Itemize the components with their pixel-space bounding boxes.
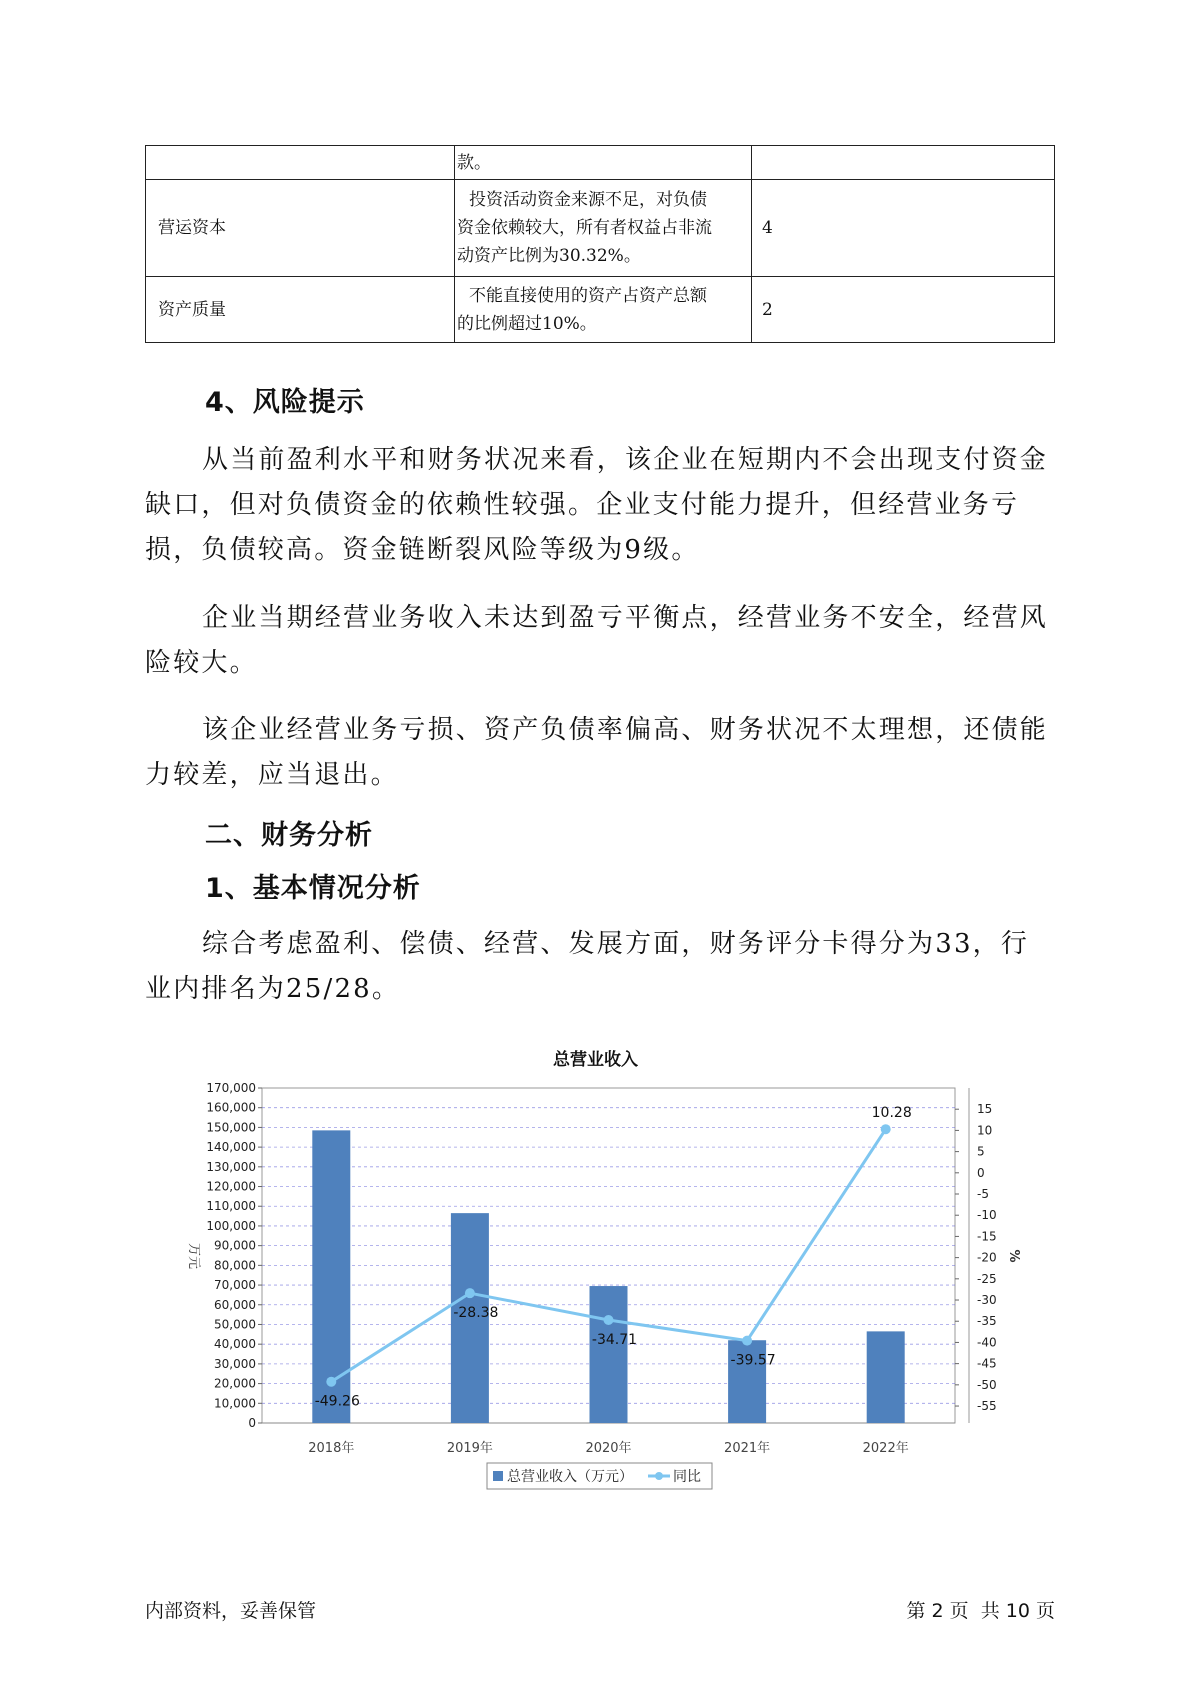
y-tick-label: 160,000 <box>206 1100 256 1115</box>
y-tick-label: 80,000 <box>214 1258 256 1273</box>
section-heading-finance: 二、财务分析 <box>205 820 373 851</box>
data-label-yoy: -39.57 <box>730 1352 776 1369</box>
y-tick-label: 90,000 <box>214 1238 256 1253</box>
y-tick-label: 0 <box>248 1416 256 1430</box>
y2-tick-label: 0 <box>977 1165 985 1180</box>
y2-tick-label: -45 <box>977 1356 997 1371</box>
y2-tick-label: -50 <box>977 1377 997 1392</box>
y-tick-label: 100,000 <box>206 1218 256 1233</box>
y-tick-label: 70,000 <box>214 1278 256 1293</box>
y-tick-label: 50,000 <box>214 1317 256 1332</box>
desc-line: 不能直接使用的资产占资产总额 <box>469 285 707 306</box>
x-tick-label: 2019年 <box>446 1441 493 1456</box>
point-yoy <box>326 1377 336 1387</box>
legend-label-yoy: 同比 <box>673 1469 701 1485</box>
y-tick-label: 40,000 <box>214 1337 256 1352</box>
y-tick-label: 140,000 <box>206 1140 256 1155</box>
y-tick-label: 130,000 <box>206 1159 256 1174</box>
desc-line: 款。 <box>457 152 491 173</box>
chart-title: 总营业收入 <box>553 1050 638 1070</box>
point-yoy <box>465 1288 475 1298</box>
bar-revenue <box>590 1286 628 1423</box>
legend-swatch-revenue <box>493 1471 503 1481</box>
x-tick-label: 2021年 <box>724 1441 771 1456</box>
x-tick-label: 2022年 <box>862 1441 909 1456</box>
y2-tick-label: -55 <box>977 1399 997 1414</box>
y2-tick-label: 15 <box>977 1102 993 1117</box>
y2-tick-label: -35 <box>977 1314 997 1329</box>
y2-tick-label: -40 <box>977 1335 997 1350</box>
desc-line: 投资活动资金来源不足，对负债 <box>469 190 707 210</box>
risk-paragraph-2: 企业当期经营业务收入未达到盈亏平衡点，经营业务不安全，经营风险较大。 <box>145 603 1049 678</box>
y2-tick-label: -10 <box>977 1208 997 1223</box>
table-cell-score: 4 <box>752 180 1055 277</box>
y2-tick-label: -25 <box>977 1271 997 1286</box>
y2-tick-label: -5 <box>977 1187 989 1202</box>
y2-tick-label: 5 <box>977 1144 985 1159</box>
x-tick-label: 2020年 <box>585 1441 632 1456</box>
data-label-yoy: -28.38 <box>453 1305 499 1322</box>
footer-confidential-note: 内部资料，妥善保管 <box>145 1600 317 1622</box>
y2-tick-label: -15 <box>977 1229 997 1244</box>
legend-marker-yoy <box>655 1472 663 1480</box>
y-tick-label: 20,000 <box>214 1376 256 1391</box>
y-tick-label: 10,000 <box>214 1396 256 1411</box>
table-cell-item: 资产质量 <box>146 277 455 343</box>
x-tick-label: 2018年 <box>308 1441 355 1456</box>
data-label-yoy: -49.26 <box>314 1393 360 1410</box>
finance-paragraph: 综合考虑盈利、偿债、经营、发展方面，财务评分卡得分为33，行业内排名为25/28。 <box>145 929 1030 1004</box>
desc-line: 资金依赖较大，所有者权益占非流 <box>457 218 712 238</box>
y2-tick-label: -30 <box>977 1293 997 1308</box>
table-cell-item: 营运资本 <box>146 180 455 277</box>
y2-tick-label: 10 <box>977 1123 993 1138</box>
y-tick-label: 150,000 <box>206 1120 256 1135</box>
table-cell-score: 2 <box>752 277 1055 343</box>
subsection-heading-basic: 1、基本情况分析 <box>205 873 421 904</box>
y-tick-label: 170,000 <box>206 1081 256 1095</box>
footer-page-number: 第 2 页 共 10 页 <box>906 1600 1055 1622</box>
point-yoy <box>742 1336 752 1346</box>
y2-axis-label: % <box>1006 1249 1021 1263</box>
point-yoy <box>604 1315 614 1325</box>
y2-tick-label: -20 <box>977 1250 997 1265</box>
y-tick-label: 110,000 <box>206 1199 256 1214</box>
y-axis-label: 万元 <box>186 1242 201 1270</box>
y-tick-label: 60,000 <box>214 1297 256 1312</box>
bar-revenue <box>867 1331 905 1423</box>
section-heading-risk: 4、风险提示 <box>205 387 365 418</box>
point-yoy <box>881 1124 891 1134</box>
desc-line: 动资产比例为30.32%。 <box>457 246 641 266</box>
y-tick-label: 30,000 <box>214 1356 256 1371</box>
legend-label-revenue: 总营业收入（万元） <box>507 1469 633 1485</box>
risk-paragraph-1: 从当前盈利水平和财务状况来看，该企业在短期内不会出现支付资金缺口，但对负债资金的依赖性较强。企业支付能力提升，但经营业务亏损，负债较高。资金链断裂风险等级为9级。 <box>145 445 1049 565</box>
y-tick-label: 120,000 <box>206 1179 256 1194</box>
desc-line: 的比例超过10%。 <box>457 313 597 334</box>
data-label-yoy: 10.28 <box>871 1105 912 1122</box>
risk-paragraph-3: 该企业经营业务亏损、资产负债率偏高、财务状况不太理想，还债能力较差，应当退出。 <box>145 715 1049 790</box>
data-label-yoy: -34.71 <box>591 1331 638 1348</box>
